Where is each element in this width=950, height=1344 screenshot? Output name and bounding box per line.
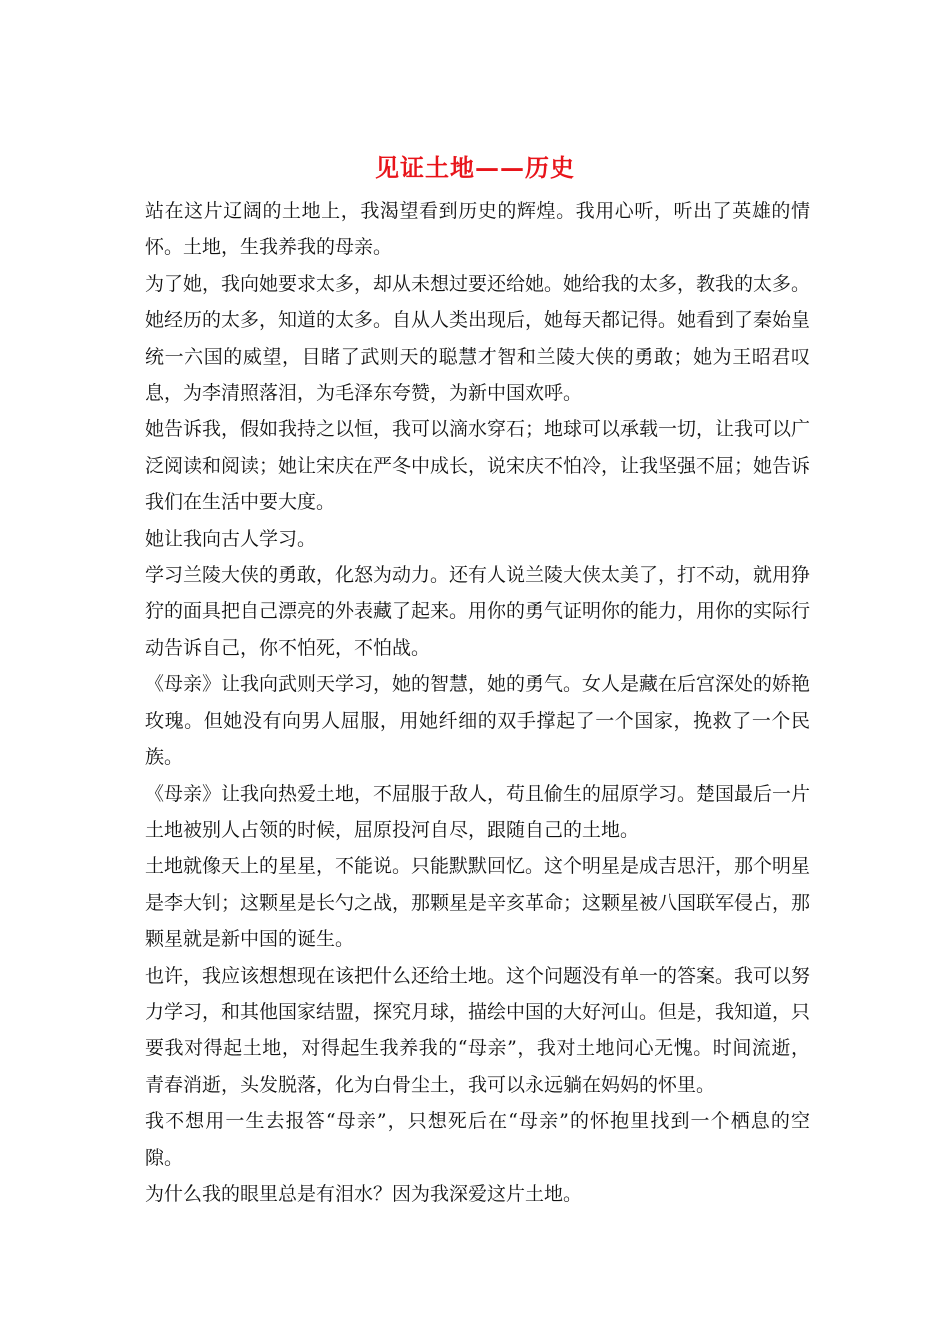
paragraph: 为了她，我向她要求太多，却从未想过要还给她。她给我的太多，教我的太多。她经历的太多，知道的太多。自从人类出现后，她每天都记得。她看到了秦始皇统一六国的威望，目睹了武则天的聪慧才智和兰陵大侠的勇敢；她为王昭君叹息，为李清照落泪，为毛泽东夸赞，为新中国欢呼。 — [145, 272, 811, 405]
paragraph: 她让我向古人学习。 — [145, 527, 317, 550]
paragraph: 她告诉我，假如我持之以恒，我可以滴水穿石；地球可以承载一切，让我可以广泛阅读和阅读；她让宋庆在严冬中成长，说宋庆不怕冷，让我坚强不屈；她告诉我们在生活中要大度。 — [145, 418, 811, 514]
paragraph: 《母亲》让我向武则天学习，她的智慧，她的勇气。女人是藏在后宫深处的娇艳玫瑰。但她没有向男人屈服，用她纤细的双手撑起了一个国家，挽救了一个民族。 — [145, 673, 811, 769]
document-title: 见证土地——历史 — [375, 153, 575, 182]
paragraph: 学习兰陵大侠的勇敢，化怒为动力。还有人说兰陵大侠太美了，打不动，就用狰狞的面具把自己漂亮的外表藏了起来。用你的勇气证明你的能力，用你的实际行动告诉自己，你不怕死，不怕战。 — [145, 564, 811, 659]
paragraph: 站在这片辽阔的土地上，我渴望看到历史的辉煌。我用心听，听出了英雄的情怀。土地，生我养我的母亲。 — [145, 200, 810, 259]
paragraph: 《母亲》让我向热爱土地，不屈服于敌人，苟且偷生的屈原学习。楚国最后一片土地被别人占领的时候，屈原投河自尽，跟随自己的土地。 — [145, 782, 811, 841]
paragraph: 土地就像天上的星星，不能说。只能默默回忆。这个明星是成吉思汗，那个明星是李大钊；这颗星是长勺之战，那颗星是辛亥革命；这颗星被八国联军侵占，那颗星就是新中国的诞生。 — [145, 855, 811, 951]
paragraph: 我不想用一生去报答“母亲”，只想死后在“母亲”的怀抱里找到一个栖息的空隙。 — [145, 1110, 810, 1169]
paragraph: 也许，我应该想想现在该把什么还给土地。这个问题没有单一的答案。我可以努力学习，和其他国家结盟，探究月球，描绘中国的大好河山。但是，我知道，只要我对得起土地，对得起生我养我的“母亲”，我对土地问心无愧。时间流逝，青春消逝，头发脱落，化为白骨尘土，我可以永远躺在妈妈的怀里。 — [145, 964, 811, 1096]
paragraph: 为什么我的眼里总是有泪水？因为我深爱这片土地。 — [145, 1182, 583, 1205]
document-body — [145, 193, 810, 1212]
